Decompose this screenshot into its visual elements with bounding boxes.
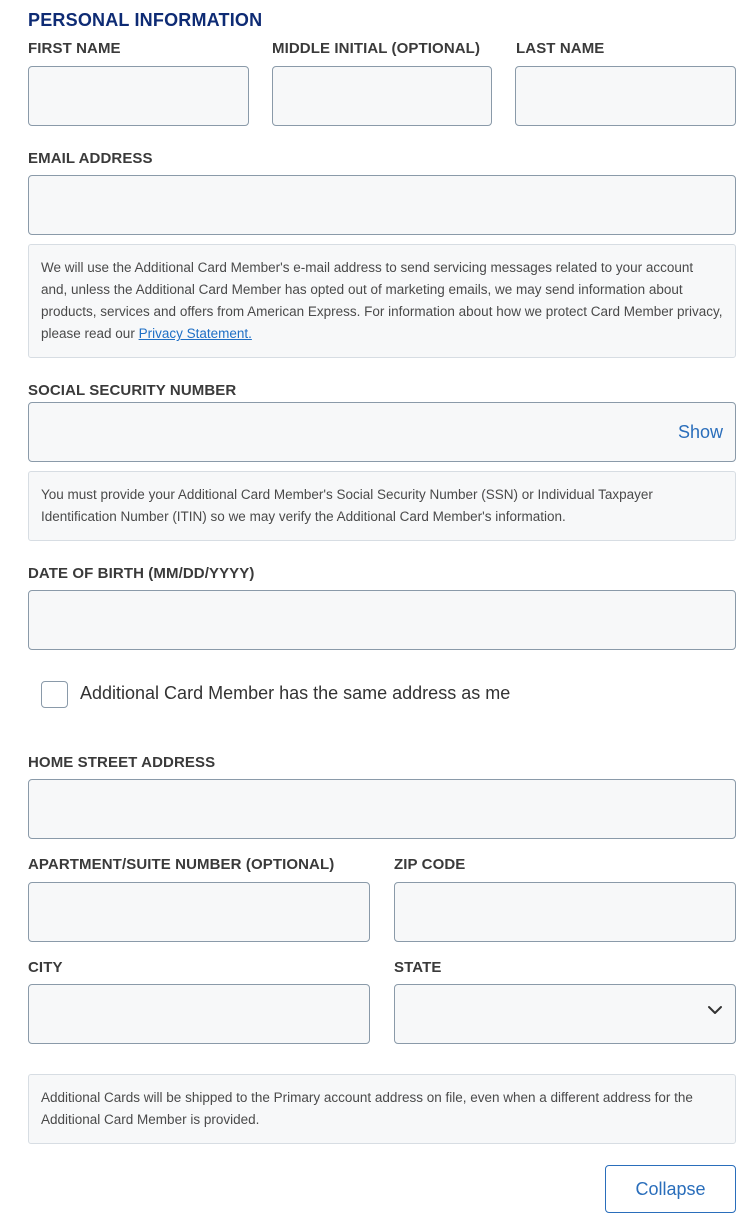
ssn-input[interactable]	[28, 402, 736, 462]
section-title: PERSONAL INFORMATION	[28, 10, 263, 30]
dob-input[interactable]	[28, 590, 736, 650]
last-name-input[interactable]	[515, 66, 736, 126]
collapse-button[interactable]: Collapse	[605, 1165, 736, 1213]
email-input[interactable]	[28, 175, 736, 235]
state-select[interactable]	[394, 984, 736, 1044]
show-ssn-button[interactable]: Show	[677, 422, 723, 442]
ssn-notice-text: You must provide your Additional Card Member's Social Security Number (SSN) or Individual Taxpayer Identification Number (ITIN) so we may verify the Additional Card Member's information.	[41, 487, 653, 524]
email-label: EMAIL ADDRESS	[28, 150, 153, 167]
ssn-label: SOCIAL SECURITY NUMBER	[28, 382, 237, 399]
ssn-notice	[28, 471, 736, 541]
state-label: STATE	[394, 959, 442, 976]
first-name-input[interactable]	[28, 66, 249, 126]
first-name-label: FIRST NAME	[28, 40, 121, 57]
zip-label: ZIP CODE	[394, 856, 466, 873]
chevron-down-icon	[707, 1005, 723, 1015]
email-notice-text: We will use the Additional Card Member's e-mail address to send servicing messages related to your account and, unless the Additional Card Member has opted out of marketing emails, we may send information about products, services and offers from American Express. For information about how we protect Card Member privacy, please read our	[41, 260, 723, 341]
city-label: CITY	[28, 959, 63, 976]
email-notice	[28, 244, 736, 358]
last-name-label: LAST NAME	[516, 40, 605, 57]
home-street-input[interactable]	[28, 779, 736, 839]
home-street-label: HOME STREET ADDRESS	[28, 754, 216, 771]
shipping-notice	[28, 1074, 736, 1144]
zip-input[interactable]	[394, 882, 736, 942]
apartment-input[interactable]	[28, 882, 370, 942]
shipping-notice-text: Additional Cards will be shipped to the Primary account address on file, even when a different address for the Additional Card Member is provided.	[41, 1090, 693, 1127]
same-address-label[interactable]: Additional Card Member has the same address as me	[80, 683, 511, 703]
dob-label: DATE OF BIRTH (MM/DD/YYYY)	[28, 565, 255, 582]
middle-initial-input[interactable]	[272, 66, 492, 126]
same-address-checkbox[interactable]	[41, 681, 68, 708]
privacy-statement-link[interactable]: Privacy Statement.	[138, 326, 252, 341]
city-input[interactable]	[28, 984, 370, 1044]
apartment-label: APARTMENT/SUITE NUMBER (OPTIONAL)	[28, 856, 335, 873]
middle-initial-label: MIDDLE INITIAL (OPTIONAL)	[272, 40, 481, 57]
